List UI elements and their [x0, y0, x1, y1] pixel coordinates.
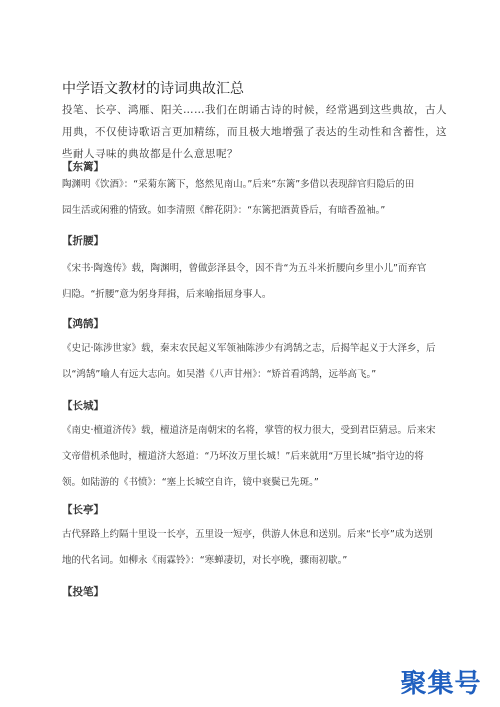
section-body-changting	[62, 522, 450, 574]
intro-paragraph: 投笔、长亭、鸿雁、阳关……我们在朗诵古诗的时候，经常遇到这些典故，古人用典，不仅使诗歌语言更加精练，而且极大地增强了表达的生动性和含蓄性，这些耐人寻味的典故都是什么意思呢？	[62, 104, 447, 160]
page-title: 中学语文教材的诗词典故汇总	[62, 81, 244, 98]
section-line: 领。如陆游的《书愤》：“塞上长城空自许，镜中衰鬓已先斑。”	[62, 477, 319, 488]
section-line: 归隐。“折腰”意为躬身拜揖，后来喻指屈身事人。	[62, 289, 272, 300]
section-heading-changting: 【长亭】	[62, 504, 104, 516]
section-line: 《南史·檀道济传》载，檀道济是南朝宋的名将，掌管的权力很大，受到君臣猜忌。后来宋	[62, 425, 436, 436]
section-line: 《史记·陈涉世家》载，秦末农民起义军领袖陈涉少有鸿鹄之志，后揭竿起义于大泽乡，后	[62, 343, 436, 354]
section-body-honghu	[62, 336, 450, 388]
section-line: 以“鸿鹄”喻人有远大志向。如吴潜《八声甘州》：“矫首看鸿鹄，远举高飞。”	[62, 369, 377, 380]
watermark-logo-text: 聚集号	[400, 668, 482, 699]
section-heading-toubi: 【投笔】	[62, 586, 104, 598]
section-heading-honghu: 【鸿鹄】	[62, 318, 104, 330]
section-line: 地的代名词。如柳永《雨霖铃》：“寒蝉凄切，对长亭晚，骤雨初歇。”	[62, 555, 348, 566]
section-line: 古代驿路上约隔十里设一长亭，五里设一短亭，供游人休息和送别。后来“长亭”成为送别	[62, 529, 433, 540]
section-heading-zheyao: 【折腰】	[62, 235, 104, 247]
section-line: 陶渊明《饮酒》：“采菊东篱下，悠然见南山。”后来“东篱”多借以表现辞官归隐后的田	[62, 179, 415, 190]
section-body-zheyao	[62, 256, 450, 308]
watermark-logo	[386, 661, 496, 701]
section-heading-dongli: 【东篱】	[62, 161, 104, 173]
section-line: 文帝借机杀他时，檀道济大怒道：“乃坏汝万里长城！”后来就用“万里长城”指守边的将	[62, 451, 424, 462]
section-body-changcheng	[62, 418, 450, 496]
section-heading-changcheng: 【长城】	[62, 400, 104, 412]
section-body-dongli	[62, 172, 450, 224]
section-line: 《宋书·陶逸传》载，陶渊明，曾做彭泽县令，因不肯“为五斗米折腰向乡里小儿”而弃官	[62, 263, 427, 274]
section-line: 园生活或闲雅的情致。如李清照《醉花阴》：“东篱把酒黄昏后，有暗香盈袖。”	[62, 205, 386, 216]
